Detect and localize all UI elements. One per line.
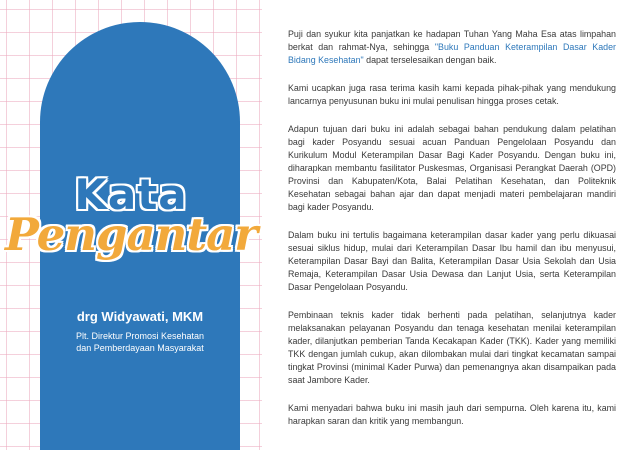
author-role: [40, 331, 240, 354]
foreword-text: [288, 28, 616, 443]
paragraph-6: Kami menyadari bahwa buku ini masih jauh dari sempurna. Oleh karena itu, kami harapkan saran dan kritik yang membangun.: [288, 403, 616, 426]
paragraph-1: [288, 28, 616, 67]
author-role-line1: Plt. Direktur Promosi Kesehatan: [75, 331, 205, 341]
title-pengantar: Pengantar: [5, 208, 257, 261]
title-kata: Kata: [74, 170, 188, 219]
paragraph-3: Adapun tujuan dari buku ini adalah sebagai bahan pendukung dalam pelatihan bagi kader Posyandu sesuai acuan Panduan Pengelolaan Posyandu dan Kurikulum Modul Keterampilan Dasar Bagi Kader Posyandu. Dengan buku ini, diharapkan membantu fasilitator Puskesmas, Organisasi Perangkat Daerah (OPD) Provinsi dan Kabupaten/Kota, Balai Pelatihan Kesehatan, dan Politeknik Kesehatan sebagai bahan ajar dan dapat menjadi materi pembelajaran mandiri bagi kader Posyandu.: [288, 124, 616, 212]
author-role-line2: dan Pemberdayaan Masyarakat: [76, 342, 204, 353]
paragraph-1-start: Puji dan syukur kita panjatkan ke hadapan Tuhan Yang Maha Esa atas limpahan berkat dan rahmat-Nya, sehingga: [288, 29, 616, 52]
paragraph-1-end: dapat terselesaikan dengan baik.: [363, 55, 497, 65]
paragraph-4: Dalam buku ini tertulis bagaimana keterampilan dasar kader yang perlu dikuasai sesuai siklus hidup, mulai dari Keterampilan Dasar Ibu hamil dan ibu menyusui, Keterampilan Dasar Bayi dan Balita, Keterampilan Dasar Usia Sekolah dan Usia Remaja, Keterampilan Dasar Usia Dewasa dan Lanjut Usia, serta Keterampilan Dasar Pengelolaan Posyandu.: [288, 230, 616, 292]
book-title-highlight: "Buku Panduan Keterampilan Dasar Kader Bidang Kesehatan": [288, 42, 616, 65]
paragraph-2: Kami ucapkan juga rasa terima kasih kami kepada pihak-pihak yang mendukung lancarnya penyusunan buku ini mulai penulisan hingga proses cetak.: [288, 83, 616, 106]
author-name: drg Widyawati, MKM: [76, 309, 204, 324]
paragraph-5: Pembinaan teknis kader tidak berhenti pada pelatihan, selanjutnya kader melaksanakan pelayanan Posyandu dan tenaga kesehatan menilai keterampilan kader, dilanjutkan pemberian Tanda Kecakapan Kader (TKK). Kader yang memiliki TKK dengan jumlah cukup, akan dilombakan mulai dari tingkat kecamatan sampai tingkat Provinsi (minimal Kader Purwa) dan pemenangnya akan disampaikan pada saat Jambore Kader.: [288, 310, 616, 385]
